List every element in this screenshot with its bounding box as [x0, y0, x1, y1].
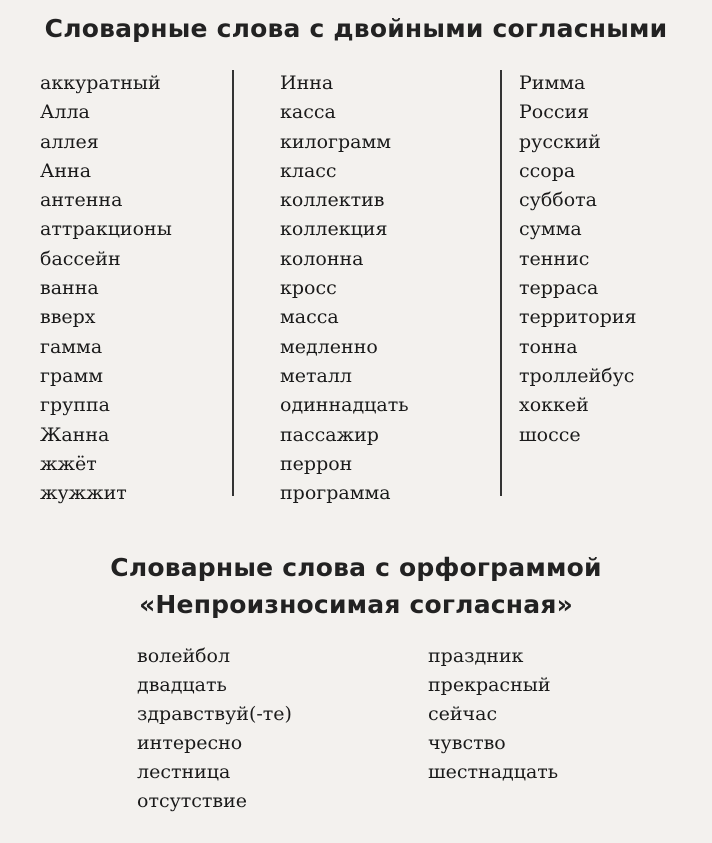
word-item: русский [519, 130, 601, 153]
word-item: металл [280, 364, 353, 387]
word-item: медленно [280, 335, 378, 358]
section-title-unpronounceable-line2: «Непроизносимая согласная» [139, 590, 573, 619]
word-item: группа [40, 394, 110, 417]
word-item: одиннадцать [280, 394, 409, 417]
word-item: сумма [519, 218, 582, 241]
word-item: суббота [519, 189, 597, 212]
word-item: килограмм [280, 130, 392, 153]
word-column-1 [40, 69, 172, 508]
word-item: Жанна [40, 423, 110, 446]
word-item: хоккей [519, 394, 589, 417]
word-item: программа [280, 482, 391, 505]
word-item: ванна [40, 277, 99, 300]
word-item: жжёт [40, 452, 97, 475]
word-item: здравствуй(-те) [137, 703, 292, 725]
word-item: кросс [280, 277, 337, 300]
word-item: пассажир [280, 423, 379, 446]
column-divider [500, 70, 502, 496]
word-item: лестница [137, 761, 231, 783]
word-item: терраса [519, 277, 599, 300]
word-item: класс [280, 159, 337, 182]
word-item: коллекция [280, 218, 388, 241]
word-item: Анна [40, 159, 92, 182]
word-column-2 [280, 69, 409, 508]
word-item: аккуратный [40, 72, 161, 94]
word-item: двадцать [137, 674, 227, 696]
word-item: теннис [519, 247, 590, 270]
section-title-double-consonants: Словарные слова с двойными согласными [44, 14, 668, 43]
word-item: сейчас [428, 703, 498, 725]
column-divider [232, 70, 234, 496]
word-item: антенна [40, 189, 123, 212]
word-item: Римма [519, 72, 586, 94]
word-item: жужжит [40, 482, 127, 505]
word-item: аттракционы [40, 218, 172, 241]
word-item: бассейн [40, 247, 121, 270]
word-item: коллектив [280, 189, 385, 212]
word-item: волейбол [137, 645, 231, 667]
word-item: аллея [40, 130, 99, 153]
word-column-4 [137, 642, 292, 816]
word-item: праздник [428, 645, 524, 667]
word-item: шоссе [519, 423, 581, 446]
word-item: чувство [428, 732, 506, 754]
word-item: Алла [40, 101, 90, 124]
word-column-5 [428, 642, 558, 787]
section-title-unpronounceable-line1: Словарные слова с орфограммой [110, 553, 602, 582]
word-item: грамм [40, 364, 104, 387]
word-column-3 [519, 69, 637, 450]
word-item: интересно [137, 732, 243, 754]
word-item: Россия [519, 101, 590, 124]
word-item: касса [280, 101, 336, 124]
word-item: колонна [280, 247, 364, 270]
word-item: вверх [40, 306, 96, 329]
word-item: тонна [519, 335, 578, 358]
word-item: шестнадцать [428, 761, 559, 783]
word-item: масса [280, 306, 339, 329]
word-item: троллейбус [519, 364, 635, 387]
word-item: ссора [519, 159, 576, 182]
word-item: Инна [280, 72, 334, 94]
word-item: гамма [40, 335, 103, 358]
word-item: прекрасный [428, 674, 551, 696]
word-item: территория [519, 306, 637, 329]
word-item: перрон [280, 452, 353, 475]
word-item: отсутствие [137, 790, 248, 812]
